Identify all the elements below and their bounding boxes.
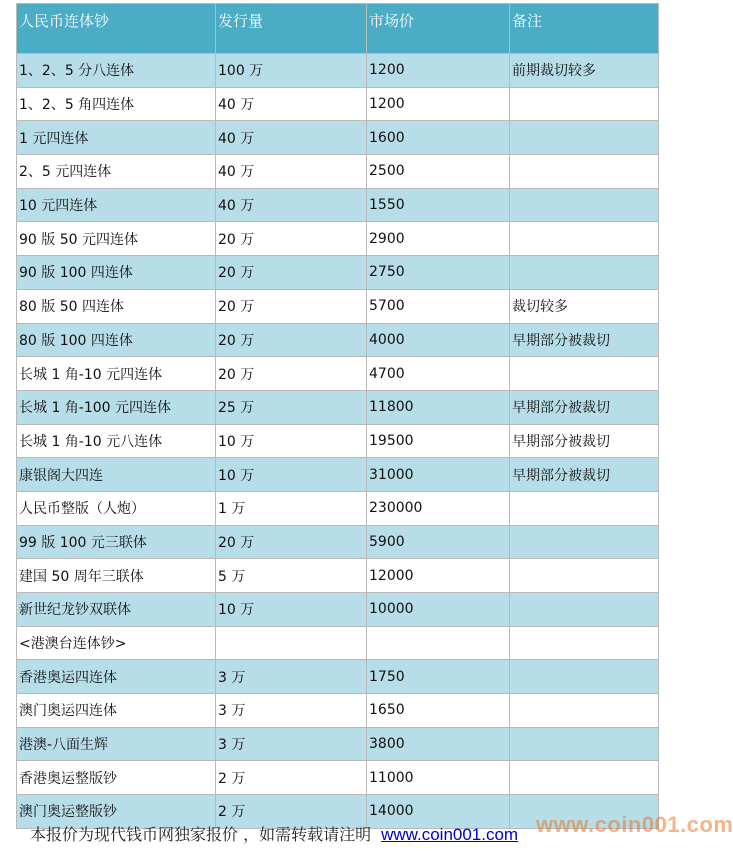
cell-name: 1、2、5 角四连体 <box>17 87 216 121</box>
cell-issue: 10 万 <box>216 424 367 458</box>
header-cell-price: 市场价 <box>367 4 510 54</box>
cell-note <box>510 626 659 660</box>
table-row <box>17 458 659 492</box>
table-row <box>17 289 659 323</box>
cell-price: 2750 <box>367 256 510 290</box>
table-row <box>17 222 659 256</box>
cell-issue: 5 万 <box>216 559 367 593</box>
cell-name: 2、5 元四连体 <box>17 155 216 189</box>
cell-name: 长城 1 角-10 元四连体 <box>17 357 216 391</box>
cell-price: 2900 <box>367 222 510 256</box>
cell-note: 早期部分被裁切 <box>510 458 659 492</box>
cell-note: 早期部分被裁切 <box>510 323 659 357</box>
cell-name: 99 版 100 元三联体 <box>17 525 216 559</box>
cell-note: 早期部分被裁切 <box>510 424 659 458</box>
table-row <box>17 390 659 424</box>
cell-name: 1、2、5 分八连体 <box>17 54 216 88</box>
cell-price <box>367 626 510 660</box>
cell-name: 80 版 50 四连体 <box>17 289 216 323</box>
header-cell-name: 人民币连体钞 <box>17 4 216 54</box>
table-row <box>17 121 659 155</box>
cell-note <box>510 155 659 189</box>
cell-note <box>510 357 659 391</box>
cell-price: 19500 <box>367 424 510 458</box>
footer-note: 本报价为现代钱币网独家报价 ，如需转载请注明 <box>30 825 372 844</box>
header-cell-issue: 发行量 <box>216 4 367 54</box>
cell-note: 裁切较多 <box>510 289 659 323</box>
cell-price: 1650 <box>367 694 510 728</box>
cell-price: 4000 <box>367 323 510 357</box>
cell-issue: 20 万 <box>216 357 367 391</box>
cell-price: 31000 <box>367 458 510 492</box>
footer <box>30 822 518 845</box>
cell-note <box>510 660 659 694</box>
cell-note: 早期部分被裁切 <box>510 390 659 424</box>
cell-name: 长城 1 角-10 元八连体 <box>17 424 216 458</box>
cell-price: 5700 <box>367 289 510 323</box>
table-row <box>17 424 659 458</box>
table-row <box>17 323 659 357</box>
table-row <box>17 155 659 189</box>
cell-note <box>510 761 659 795</box>
cell-issue: 40 万 <box>216 155 367 189</box>
table-row <box>17 626 659 660</box>
cell-note <box>510 593 659 627</box>
cell-issue: 20 万 <box>216 525 367 559</box>
price-table <box>16 3 659 829</box>
cell-name: 港澳-八面生辉 <box>17 727 216 761</box>
cell-price: 3800 <box>367 727 510 761</box>
cell-name: 新世纪龙钞双联体 <box>17 593 216 627</box>
cell-name: 澳门奥运整版钞 <box>17 795 216 829</box>
cell-issue: 1 万 <box>216 491 367 525</box>
table-header-row <box>17 4 659 54</box>
cell-issue: 10 万 <box>216 458 367 492</box>
cell-name: 人民币整版（人炮） <box>17 491 216 525</box>
price-table-container <box>16 3 659 829</box>
cell-note <box>510 491 659 525</box>
cell-note <box>510 525 659 559</box>
cell-issue: 40 万 <box>216 188 367 222</box>
cell-note: 前期裁切较多 <box>510 54 659 88</box>
cell-name: 香港奥运四连体 <box>17 660 216 694</box>
table-row <box>17 660 659 694</box>
cell-issue: 20 万 <box>216 222 367 256</box>
cell-price: 2500 <box>367 155 510 189</box>
cell-note <box>510 121 659 155</box>
price-table-body <box>17 4 659 829</box>
cell-name: 1 元四连体 <box>17 121 216 155</box>
cell-issue: 10 万 <box>216 593 367 627</box>
table-row <box>17 525 659 559</box>
cell-issue: 20 万 <box>216 256 367 290</box>
cell-price: 4700 <box>367 357 510 391</box>
cell-issue: 20 万 <box>216 289 367 323</box>
cell-issue: 2 万 <box>216 795 367 829</box>
table-row <box>17 491 659 525</box>
cell-note <box>510 188 659 222</box>
cell-issue <box>216 626 367 660</box>
cell-issue: 3 万 <box>216 660 367 694</box>
cell-name: 80 版 100 四连体 <box>17 323 216 357</box>
cell-price: 1600 <box>367 121 510 155</box>
cell-price: 1200 <box>367 54 510 88</box>
cell-name: 10 元四连体 <box>17 188 216 222</box>
cell-price: 1550 <box>367 188 510 222</box>
cell-note <box>510 694 659 728</box>
cell-name: 香港奥运整版钞 <box>17 761 216 795</box>
cell-issue: 2 万 <box>216 761 367 795</box>
table-row <box>17 54 659 88</box>
watermark: www.coin001.com <box>536 812 733 837</box>
cell-name: 康银阁大四连 <box>17 458 216 492</box>
table-row <box>17 256 659 290</box>
cell-price: 10000 <box>367 593 510 627</box>
footer-link[interactable]: www.coin001.com <box>381 825 519 844</box>
cell-name: 澳门奥运四连体 <box>17 694 216 728</box>
table-row <box>17 559 659 593</box>
table-row <box>17 727 659 761</box>
table-row <box>17 694 659 728</box>
table-row <box>17 593 659 627</box>
cell-issue: 40 万 <box>216 87 367 121</box>
cell-price: 1200 <box>367 87 510 121</box>
cell-issue: 25 万 <box>216 390 367 424</box>
cell-name: <港澳台连体钞> <box>17 626 216 660</box>
cell-name: 长城 1 角-100 元四连体 <box>17 390 216 424</box>
cell-price: 230000 <box>367 491 510 525</box>
cell-note <box>510 256 659 290</box>
table-row <box>17 357 659 391</box>
cell-issue: 100 万 <box>216 54 367 88</box>
cell-name: 90 版 100 四连体 <box>17 256 216 290</box>
cell-issue: 3 万 <box>216 727 367 761</box>
cell-note <box>510 222 659 256</box>
header-cell-note: 备注 <box>510 4 659 54</box>
table-row <box>17 87 659 121</box>
cell-note <box>510 559 659 593</box>
cell-price: 1750 <box>367 660 510 694</box>
cell-issue: 3 万 <box>216 694 367 728</box>
table-row <box>17 761 659 795</box>
cell-price: 11800 <box>367 390 510 424</box>
cell-issue: 40 万 <box>216 121 367 155</box>
cell-name: 90 版 50 元四连体 <box>17 222 216 256</box>
table-row <box>17 188 659 222</box>
cell-price: 11000 <box>367 761 510 795</box>
cell-note <box>510 727 659 761</box>
cell-issue: 20 万 <box>216 323 367 357</box>
cell-name: 建国 50 周年三联体 <box>17 559 216 593</box>
cell-price: 5900 <box>367 525 510 559</box>
cell-price: 14000 <box>367 795 510 829</box>
cell-price: 12000 <box>367 559 510 593</box>
cell-note <box>510 87 659 121</box>
